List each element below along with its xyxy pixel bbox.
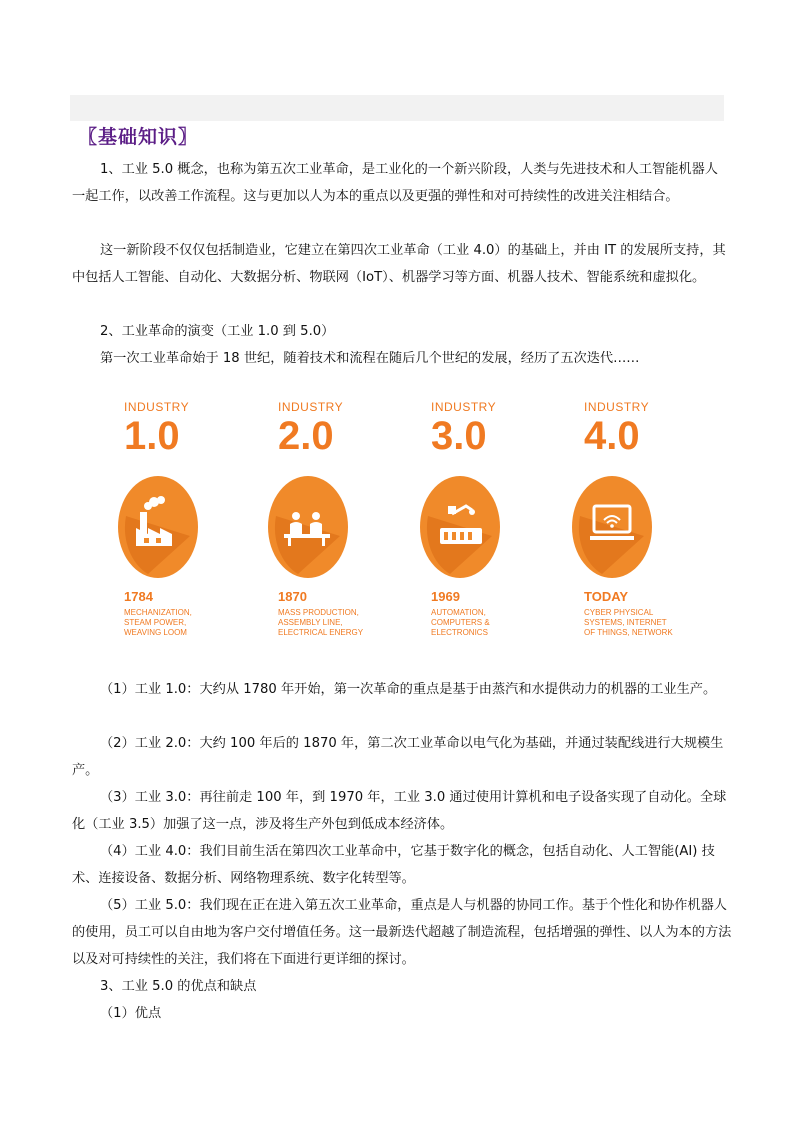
industry-1-number: 1.0 <box>124 414 180 458</box>
item-industry-1: （1）工业 1.0：大约从 1780 年开始，第一次革命的重点是基于由蒸汽和水提供动力的机器的工业生产。 <box>100 682 717 697</box>
industry-1-caption: MECHANIZATION, STEAM POWER, WEAVING LOOM <box>124 608 192 637</box>
industry-2-caption: MASS PRODUCTION, ASSEMBLY LINE, ELECTRICAL ENERGY <box>278 608 364 637</box>
industry-3-circle <box>420 476 500 578</box>
industry-4-label: INDUSTRY <box>584 400 650 414</box>
item-pros: （1）优点 <box>100 1006 162 1021</box>
paragraph-concept: 1、工业 5.0 概念，也称为第五次工业革命，是工业化的一个新兴阶段，人类与先进技术和人工智能机器人一起工作，以改善工作流程。这与更加以人为本的重点以及更强的弹性和对可持续性的改进关注相结合。 <box>72 162 718 204</box>
industry-4-circle <box>572 476 652 578</box>
paragraph-evolution-heading: 2、工业革命的演变（工业 1.0 到 5.0） <box>100 324 335 339</box>
industry-evolution-figure <box>108 400 678 650</box>
header-bar <box>70 95 724 121</box>
industry-2-year: 1870 <box>278 589 307 604</box>
item-industry-4: （4）工业 4.0：我们目前生活在第四次工业革命中，它基于数字化的概念，包括自动化、人工智能(AI) 技术、连接设备、数据分析、网络物理系统、数字化转型等。 <box>72 844 715 886</box>
industry-4-caption: CYBER PHYSICAL SYSTEMS, INTERNET OF THINGS, NETWORK <box>584 608 673 637</box>
industry-2-circle <box>268 476 348 578</box>
industry-1-year: 1784 <box>124 589 153 604</box>
industry-1-column <box>124 400 254 456</box>
section-heading: 〖基础知识〗 <box>78 126 199 148</box>
paragraph-first-revolution: 第一次工业革命始于 18 世纪，随着技术和流程在随后几个世纪的发展，经历了五次迭代…… <box>100 351 640 366</box>
factory-icon <box>118 476 198 578</box>
industry-4-number: 4.0 <box>584 414 640 458</box>
item-pros-cons-heading: 3、工业 5.0 的优点和缺点 <box>100 979 257 994</box>
industry-3-column <box>431 400 561 456</box>
industry-3-label: INDUSTRY <box>431 400 497 414</box>
industry-1-circle <box>118 476 198 578</box>
item-industry-5: （5）工业 5.0：我们现在正在进入第五次工业革命，重点是人与机器的协同工作。基于个性化和协作机器人的使用，员工可以自由地为客户交付增值任务。这一最新迭代超越了制造流程，包括增强的弹性、以人为本的方法以及对可持续性的关注，我们将在下面进行更详细的探讨。 <box>72 898 732 967</box>
industry-2-column <box>278 400 408 456</box>
industry-2-label: INDUSTRY <box>278 400 344 414</box>
item-industry-2: （2）工业 2.0：大约 100 年后的 1870 年，第二次工业革命以电气化为基础，并通过装配线进行大规模生产。 <box>72 736 724 778</box>
industry-3-number: 3.0 <box>431 414 487 458</box>
industry-3-year: 1969 <box>431 589 460 604</box>
paragraph-new-stage: 这一新阶段不仅仅包括制造业，它建立在第四次工业革命（工业 4.0）的基础上，并由 IT 的发展所支持，其中包括人工智能、自动化、大数据分析、物联网（IoT）、机器学习等方面、机器人技术、智能系统和虚拟化。 <box>72 243 726 285</box>
industry-3-caption: AUTOMATION, COMPUTERS & ELECTRONICS <box>431 608 490 637</box>
item-industry-3: （3）工业 3.0：再往前走 100 年，到 1970 年，工业 3.0 通过使用计算机和电子设备实现了自动化。全球化（工业 3.5）加强了这一点，涉及将生产外包到低成本经济体。 <box>72 790 727 832</box>
industry-4-year: TODAY <box>584 589 629 604</box>
workers-icon <box>268 476 348 578</box>
industry-1-label: INDUSTRY <box>124 400 190 414</box>
industry-2-number: 2.0 <box>278 414 334 458</box>
robot-arm-icon <box>420 476 500 578</box>
computer-wifi-icon <box>572 476 652 578</box>
industry-4-column <box>584 400 714 456</box>
